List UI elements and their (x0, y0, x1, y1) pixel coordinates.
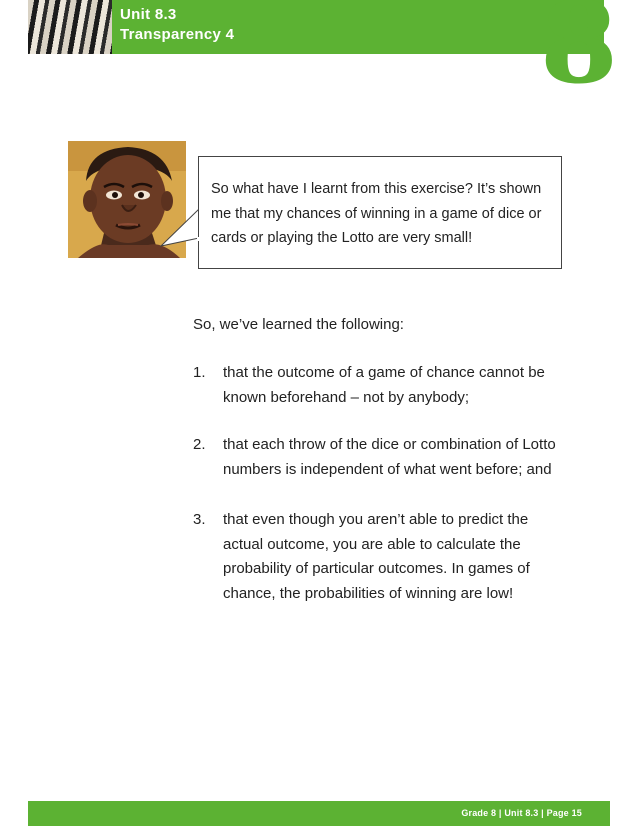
list-item-text: that each throw of the dice or combination of Lotto numbers is independent of what went before; and (223, 436, 556, 478)
transparency-title: Transparency 4 (120, 26, 235, 43)
zebra-stripe-decoration (28, 0, 112, 54)
bubble-tail-joint (197, 237, 201, 241)
header-band (112, 0, 604, 54)
learned-intro: So, we’ve learned the following: (193, 316, 404, 333)
speech-bubble-text: So what have I learnt from this exercise? It’s shown me that my chances of winning in a game of dice or cards or playing the Lotto are very small! (211, 181, 542, 246)
unit-title: Unit 8.3 (120, 6, 177, 23)
list-item-text: that even though you aren’t able to predict the actual outcome, you are able to calculate the probability of particular outcomes. In games of chance, the probabilities of winning are low! (223, 511, 530, 602)
list-item-number: 3. (193, 511, 206, 528)
chapter-number: 8 (540, 0, 618, 109)
list-item-number: 1. (193, 364, 206, 381)
list-item-number: 2. (193, 436, 206, 453)
speech-bubble (198, 156, 562, 269)
footer-band (28, 801, 610, 826)
list-item-text: that the outcome of a game of chance cannot be known beforehand – not by anybody; (223, 364, 545, 406)
page-info: Grade 8 | Unit 8.3 | Page 15 (461, 808, 582, 818)
